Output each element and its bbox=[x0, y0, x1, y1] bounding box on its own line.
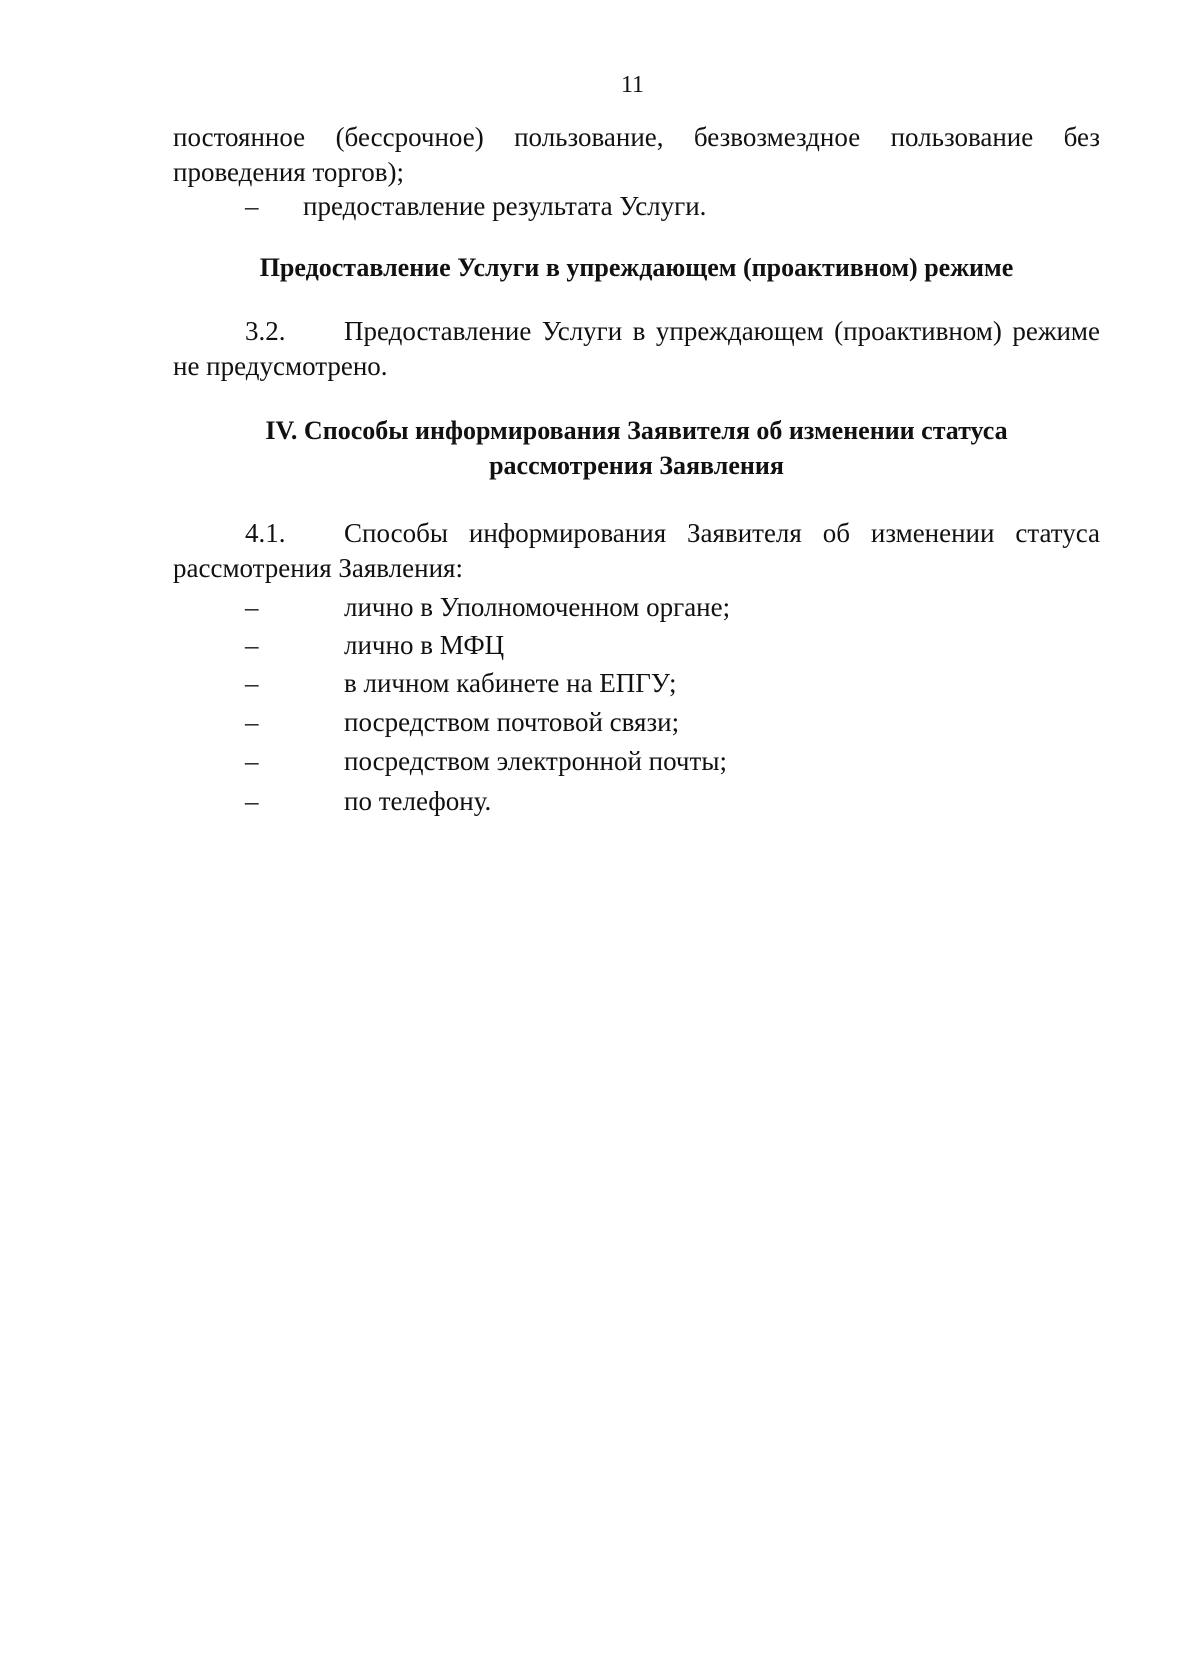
section-heading-iv-line-2: рассмотрения Заявления bbox=[489, 451, 784, 480]
list-item-dash: – bbox=[245, 746, 259, 776]
list-item: посредством почтовой связи; bbox=[344, 707, 680, 737]
intro-line-2: проведения торгов); bbox=[173, 157, 405, 187]
section-heading-proactive: Предоставление Услуги в упреждающем (проактивном) режиме bbox=[259, 253, 1014, 282]
list-item: в личном кабинете на ЕПГУ; bbox=[344, 668, 677, 698]
intro-bullet-dash: – bbox=[245, 191, 259, 221]
page-number: 11 bbox=[620, 72, 645, 98]
paragraph-number-4-1: 4.1. bbox=[245, 518, 286, 548]
list-item-dash: – bbox=[245, 707, 259, 737]
paragraph-3-2-line-2: не предусмотрено. bbox=[173, 351, 388, 381]
section-heading-iv-line-1: IV. Способы информирования Заявителя об изменении статуса bbox=[265, 416, 1008, 445]
list-item-dash: – bbox=[245, 592, 259, 622]
list-item: лично в Уполномоченном органе; bbox=[344, 592, 731, 622]
paragraph-3-2-line-1: Предоставление Услуги в упреждающем (проактивном) режиме bbox=[344, 316, 1100, 346]
intro-bullet-text: предоставление результата Услуги. bbox=[303, 191, 707, 221]
paragraph-4-1-line-2: рассмотрения Заявления: bbox=[173, 553, 463, 583]
list-item-dash: – bbox=[245, 668, 259, 698]
paragraph-number-3-2: 3.2. bbox=[245, 316, 286, 346]
list-item-dash: – bbox=[245, 786, 259, 816]
list-item-dash: – bbox=[245, 630, 259, 660]
list-item: лично в МФЦ bbox=[344, 630, 505, 660]
list-item: по телефону. bbox=[344, 786, 492, 816]
list-item: посредством электронной почты; bbox=[344, 746, 727, 776]
paragraph-4-1-line-1: Способы информирования Заявителя об изменении статуса bbox=[344, 518, 1100, 548]
intro-line-1: постоянное (бессрочное) пользование, безвозмездное пользование без bbox=[173, 122, 1100, 152]
